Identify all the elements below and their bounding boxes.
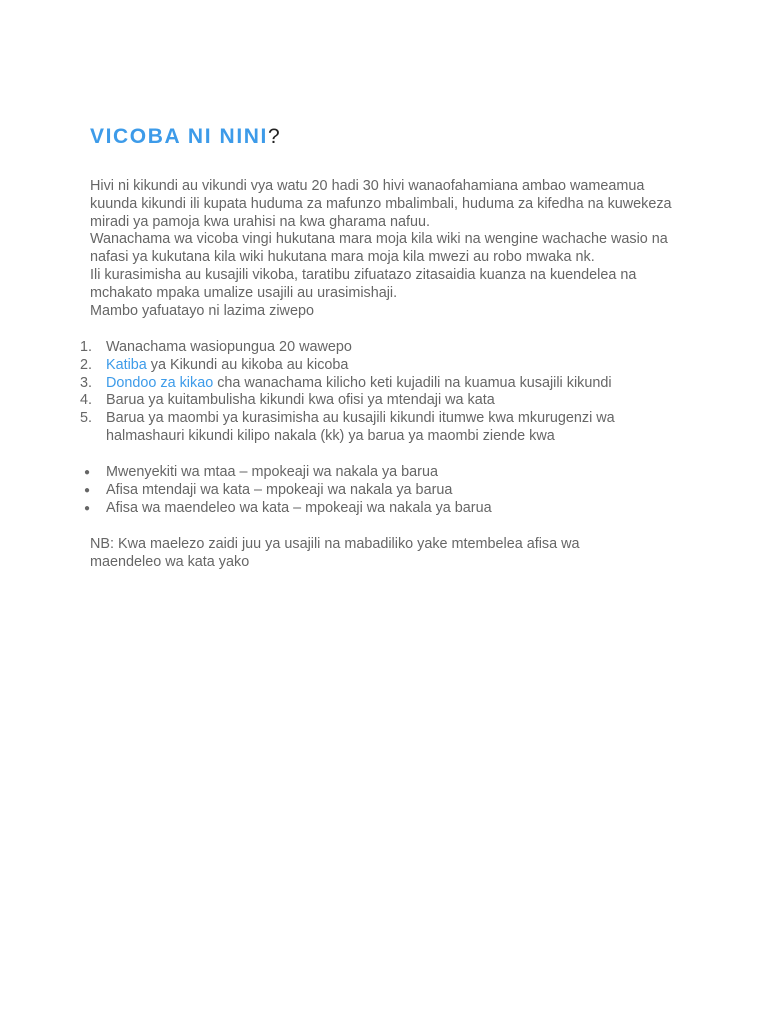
footnote: NB: Kwa maelezo zaidi juu ya usajili na mabadiliko yake mtembelea afisa wa maendeleo wa kata yako <box>90 536 580 570</box>
list-item <box>80 410 690 446</box>
bullet-text: Afisa wa maendeleo wa kata – mpokeaji wa nakala ya barua <box>106 499 492 516</box>
intro-section <box>90 178 690 320</box>
list-number: 2. <box>80 356 93 373</box>
copy-recipients-list <box>84 464 690 517</box>
intro-paragraph-3: Ili kurasimisha au kusajili vikoba, taratibu zifuatazo zitasaidia kuanza na kuendelea na mchakato mpaka umalize usajili au urasimishaji. <box>90 266 637 301</box>
bullet-text: Mwenyekiti wa mtaa – mpokeaji wa nakala ya barua <box>106 464 438 480</box>
title-accent: VICOBA NI NINI <box>90 125 268 148</box>
list-number: 3. <box>80 374 93 391</box>
page-title <box>90 124 281 150</box>
list-item-text: ya Kikundi au kikoba au kicoba <box>146 356 349 373</box>
bullet-icon: ● <box>84 467 91 478</box>
list-item <box>80 374 690 393</box>
list-item <box>80 356 690 375</box>
requirements-list <box>80 339 690 446</box>
list-item-text: Barua ya kuitambulisha kikundi kwa ofisi ya mtendaji wa kata <box>106 392 495 409</box>
list-item <box>80 392 690 410</box>
bullet-item <box>84 481 690 500</box>
title-question-mark: ? <box>267 125 282 148</box>
bullet-icon: ● <box>84 484 91 496</box>
list-number: 5. <box>80 410 93 427</box>
list-item-text: Wanachama wasiopungua 20 wawepo <box>106 339 352 355</box>
list-number: 4. <box>80 392 93 409</box>
list-item-text: Barua ya maombi ya kurasimisha au kusajili kikundi itumwe kwa mkurugenzi wa halmashauri kikundi kilipo nakala (kk) ya barua ya maombi ziende kwa <box>106 410 615 444</box>
bullet-item <box>84 499 690 518</box>
bullet-item <box>84 464 690 482</box>
intro-paragraph-1: Hivi ni kikundi au vikundi vya watu 20 hadi 30 hivi wanaofahamiana ambao wameamua kuunda kikundi ili kupata huduma za mafunzo mbalimbali, huduma za kifedha na kuwekeza miradi ya pamoja kwa urahisi na kwa gharama nafuu. <box>90 178 672 230</box>
list-item <box>80 339 690 357</box>
katiba-link[interactable]: Katiba <box>106 356 147 373</box>
bullet-text: Afisa mtendaji wa kata – mpokeaji wa nakala ya barua <box>106 481 453 498</box>
intro-paragraph-2: Wanachama wa vicoba vingi hukutana mara moja kila wiki na wengine wachache wasio na nafasi ya kukutana kila wiki hukutana mara moja kila mwezi au robo mwaka nk. <box>90 231 668 266</box>
dondoo-za-kikao-link[interactable]: Dondoo za kikao <box>106 374 214 391</box>
bullet-icon: ● <box>84 502 91 514</box>
intro-paragraph-4: Mambo yafuatayo ni lazima ziwepo <box>90 302 314 319</box>
list-item-text: cha wanachama kilicho keti kujadili na kuamua kusajili kikundi <box>213 374 612 391</box>
list-number: 1. <box>80 339 93 355</box>
